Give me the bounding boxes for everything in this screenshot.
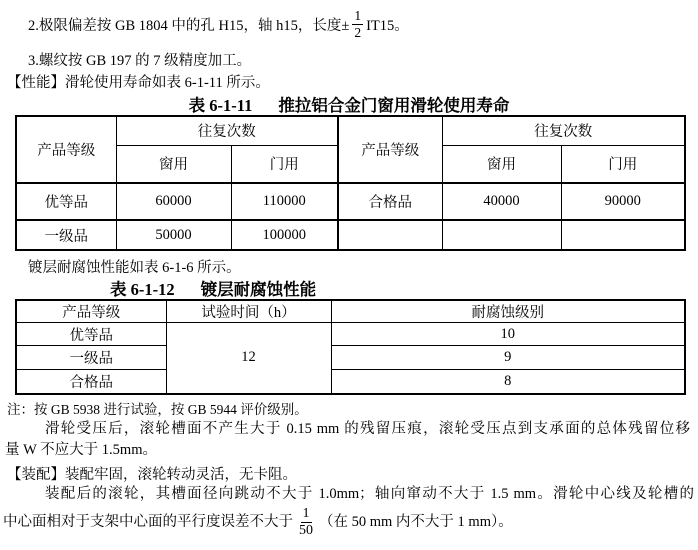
table1-header-window-right: 窗用: [442, 145, 561, 183]
paragraph-thread-precision: 3.螺纹按 GB 197 的 7 级精度加工。: [28, 53, 252, 69]
paragraph-performance: 【性能】滑轮使用寿命如表 6-1-11 所示。: [7, 75, 270, 91]
table2-caption: [0, 276, 698, 297]
table1-cell: 50000: [116, 220, 231, 250]
table-row: [16, 183, 685, 220]
table2-note: 注：按 GB 5938 进行试验，按 GB 5944 评价级别。: [7, 401, 308, 417]
fraction-numerator: 1: [301, 506, 312, 523]
table1-header-door-left: 门用: [231, 145, 338, 183]
table-row: [16, 323, 685, 346]
coating-corrosion-table: [15, 299, 686, 395]
table1-header-window-left: 窗用: [116, 145, 231, 183]
paragraph-pressure: [0, 419, 698, 461]
pulley-service-life-table: [15, 115, 686, 251]
table1-header-cycles-left: 往复次数: [116, 116, 338, 145]
limit-deviation-text: 2.极限偏差按 GB 1804 中的孔 H15，轴 h15，长度±: [28, 17, 350, 34]
assembly-line2-suffix: （在 50 mm 内不大于 1 mm）。: [319, 514, 513, 530]
table1-cell-empty: [442, 220, 561, 250]
table1-caption: [0, 92, 698, 113]
table1-cell: 一级品: [16, 220, 116, 250]
table-row: [16, 220, 685, 250]
assembly-text-line2: [3, 505, 694, 541]
table1-cell: 90000: [561, 183, 685, 220]
fraction-one-half: [352, 8, 363, 40]
paragraph-assembly-heading: 【装配】装配牢固，滚轮转动灵活，无卡阻。: [7, 466, 297, 483]
table1-cell: 优等品: [16, 183, 116, 220]
table2-header-grade: 产品等级: [16, 300, 166, 323]
table1-caption-label: 表 6-1-11: [188, 96, 253, 115]
table-row: [16, 346, 685, 370]
fraction-one-fiftieth: [297, 506, 315, 539]
table2-header-test-time: 试验时间（h）: [166, 300, 331, 323]
table1-cell-empty: [561, 220, 685, 250]
table2-cell-level: 10: [331, 323, 685, 346]
table1-cell-empty: [338, 220, 442, 250]
table1-cell: 合格品: [338, 183, 442, 220]
table1-caption-title: 推拉铝合金门窗用滑轮使用寿命: [278, 96, 510, 115]
table2-cell-test-time: 12: [166, 323, 331, 394]
table1-header-grade-right: 产品等级: [338, 116, 442, 183]
table1-header-cycles-right: 往复次数: [442, 116, 685, 145]
table2-header-level: 耐腐蚀级别: [331, 300, 685, 323]
table2-caption-title: 镀层耐腐蚀性能: [200, 280, 317, 299]
fraction-denominator: 2: [354, 24, 362, 40]
fraction-numerator: 1: [354, 7, 362, 23]
table1-cell: 60000: [116, 183, 231, 220]
fraction-denominator: 50: [299, 523, 313, 538]
pressure-text-line1: 滑轮受压后，滚轮槽面不产生大于 0.15 mm 的残留压痕，滚轮受压点到支承面的总体残留位移: [45, 420, 690, 437]
paragraph-coating-reference: 镀层耐腐蚀性能如表 6-1-6 所示。: [28, 260, 241, 276]
assembly-text-line1: 装配后的滚轮，其槽面径向跳动不大于 1.0mm；轴向窜动不大于 1.5 mm。滑轮中心线及轮槽的: [45, 485, 694, 502]
table1-cell: 40000: [442, 183, 561, 220]
paragraph-limit-deviation: [0, 5, 698, 43]
table2-cell-grade: 优等品: [16, 323, 166, 346]
table2-cell-grade: 合格品: [16, 370, 166, 394]
table2-caption-label: 表 6-1-12: [110, 280, 175, 299]
table2-cell-level: 8: [331, 370, 685, 394]
pressure-text-line2: 量 W 不应大于 1.5mm。: [5, 441, 157, 458]
table1-cell: 110000: [231, 183, 338, 220]
table1-header-door-right: 门用: [561, 145, 685, 183]
paragraph-assembly-detail: [0, 484, 698, 541]
table1-cell: 100000: [231, 220, 338, 250]
table-row: [16, 370, 685, 394]
table2-cell-level: 9: [331, 346, 685, 370]
table1-header-grade-left: 产品等级: [16, 116, 116, 183]
assembly-line2-prefix: 中心面相对于支架中心面的平行度误差不大于: [3, 514, 293, 530]
table2-cell-grade: 一级品: [16, 346, 166, 370]
limit-deviation-suffix: IT15。: [366, 17, 409, 34]
